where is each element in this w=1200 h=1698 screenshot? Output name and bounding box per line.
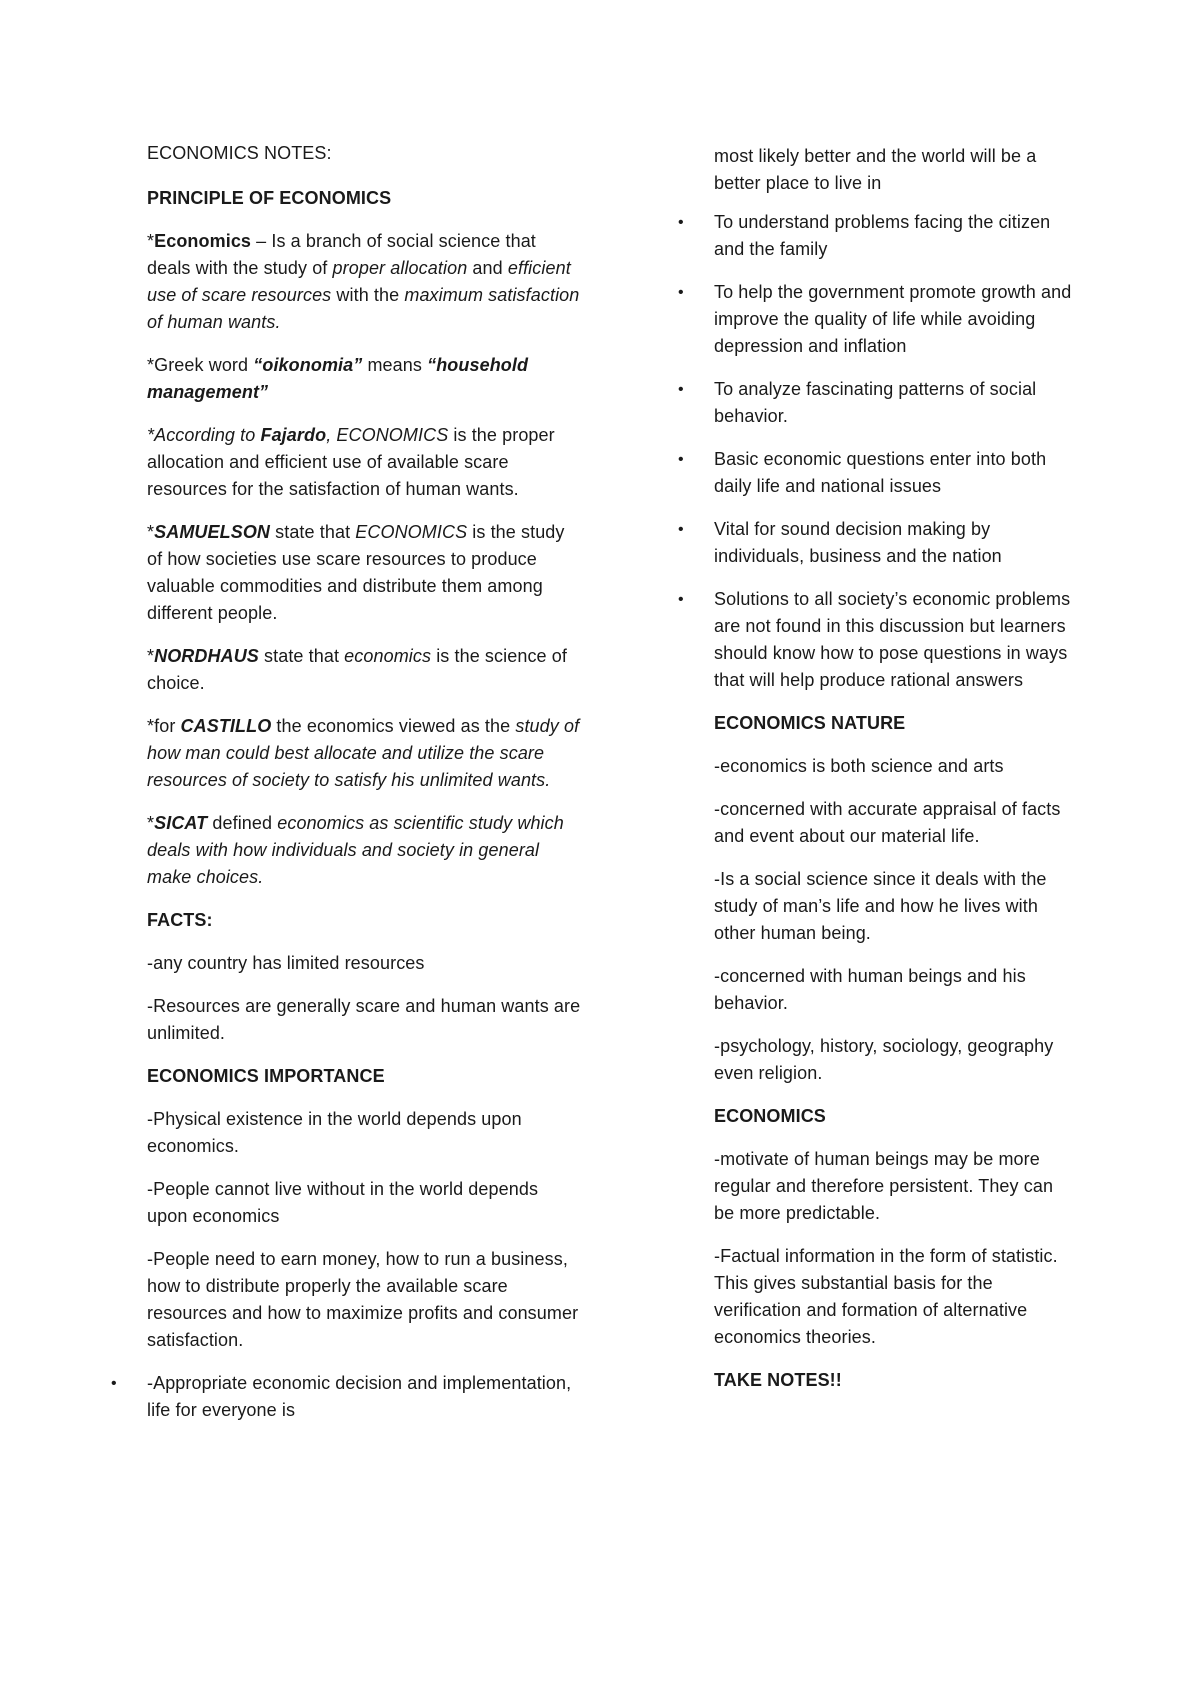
- importance-item: -People need to earn money, how to run a business, how to distribute properly the available scare resources and how to maximize profits and consumer satisfaction.: [147, 1249, 579, 1350]
- economics-item: -Factual information in the form of statistic. This gives substantial basis for the verification and formation of alternative economics theories.: [714, 1246, 1058, 1347]
- fajardo-paragraph: *According to Fajardo, ECONOMICS is the proper allocation and efficient use of available scare resources for the satisfaction of human wants.: [147, 425, 555, 499]
- nature-heading: ECONOMICS NATURE: [714, 713, 906, 733]
- nature-item: -psychology, history, sociology, geography even religion.: [714, 1036, 1054, 1083]
- list-item: • Solutions to all society’s economic problems are not found in this discussion but learners should know how to pose questions in ways that will help produce rational answers: [714, 586, 1074, 694]
- bullet-icon: •: [678, 284, 684, 301]
- take-notes-heading: TAKE NOTES!!: [714, 1370, 842, 1390]
- economics-item: -motivate of human beings may be more regular and therefore persistent. They can be more predictable.: [714, 1149, 1054, 1223]
- fact-item: -Resources are generally scare and human wants are unlimited.: [147, 996, 581, 1043]
- left-column: [111, 140, 582, 1440]
- greek-word-paragraph: *Greek word “oikonomia” means “household management”: [147, 355, 529, 402]
- list-item: • To analyze fascinating patterns of social behavior.: [714, 376, 1074, 430]
- document-title: ECONOMICS NOTES:: [147, 143, 332, 163]
- samuelson-paragraph: *SAMUELSON state that ECONOMICS is the study of how societies use scare resources to produce valuable commodities and distribute them among different people.: [147, 522, 565, 623]
- bullet-icon: •: [678, 591, 684, 608]
- list-item: • Basic economic questions enter into both daily life and national issues: [714, 446, 1074, 500]
- facts-heading: FACTS:: [147, 910, 213, 930]
- nature-item: -economics is both science and arts: [714, 756, 1004, 776]
- term-economics: Economics: [154, 231, 252, 251]
- principle-heading: PRINCIPLE OF ECONOMICS: [147, 188, 392, 208]
- bullet-continuation: most likely better and the world will be a better place to live in: [714, 146, 1037, 193]
- list-item: • To understand problems facing the citizen and the family: [714, 209, 1074, 263]
- bullet-icon: •: [678, 451, 684, 468]
- nordhaus-paragraph: *NORDHAUS state that economics is the science of choice.: [147, 646, 567, 693]
- economics-heading: ECONOMICS: [714, 1106, 826, 1126]
- castillo-paragraph: *for CASTILLO the economics viewed as the study of how man could best allocate and utilize the scare resources of society to satisfy his unlimited wants.: [147, 716, 580, 790]
- importance-item: -Physical existence in the world depends upon economics.: [147, 1109, 522, 1156]
- importance-item: -People cannot live without in the world depends upon economics: [147, 1179, 539, 1226]
- bullet-icon: •: [678, 381, 684, 398]
- bullet-icon: •: [678, 521, 684, 538]
- importance-heading: ECONOMICS IMPORTANCE: [147, 1066, 385, 1086]
- nature-item: -concerned with accurate appraisal of facts and event about our material life.: [714, 799, 1061, 846]
- sicat-paragraph: *SICAT defined economics as scientific study which deals with how individuals and society in general make choices.: [147, 813, 564, 887]
- importance-bullet-list-continued: [678, 209, 1074, 694]
- definition-economics: *Economics – Is a branch of social science that deals with the study of proper allocation and efficient use of scare resources with the maximum satisfaction of human wants.: [147, 231, 580, 332]
- importance-bullet-list: [111, 1370, 582, 1424]
- right-column: [678, 143, 1074, 1410]
- list-item: • To help the government promote growth and improve the quality of life while avoiding depression and inflation: [714, 279, 1074, 360]
- nature-item: -concerned with human beings and his behavior.: [714, 966, 1026, 1013]
- bullet-icon: •: [678, 214, 684, 231]
- fact-item: -any country has limited resources: [147, 953, 425, 973]
- list-item: • Vital for sound decision making by individuals, business and the nation: [714, 516, 1074, 570]
- nature-item: -Is a social science since it deals with the study of man’s life and how he lives with other human being.: [714, 869, 1047, 943]
- bullet-icon: •: [111, 1375, 117, 1392]
- list-item: • -Appropriate economic decision and implementation, life for everyone is: [147, 1370, 582, 1424]
